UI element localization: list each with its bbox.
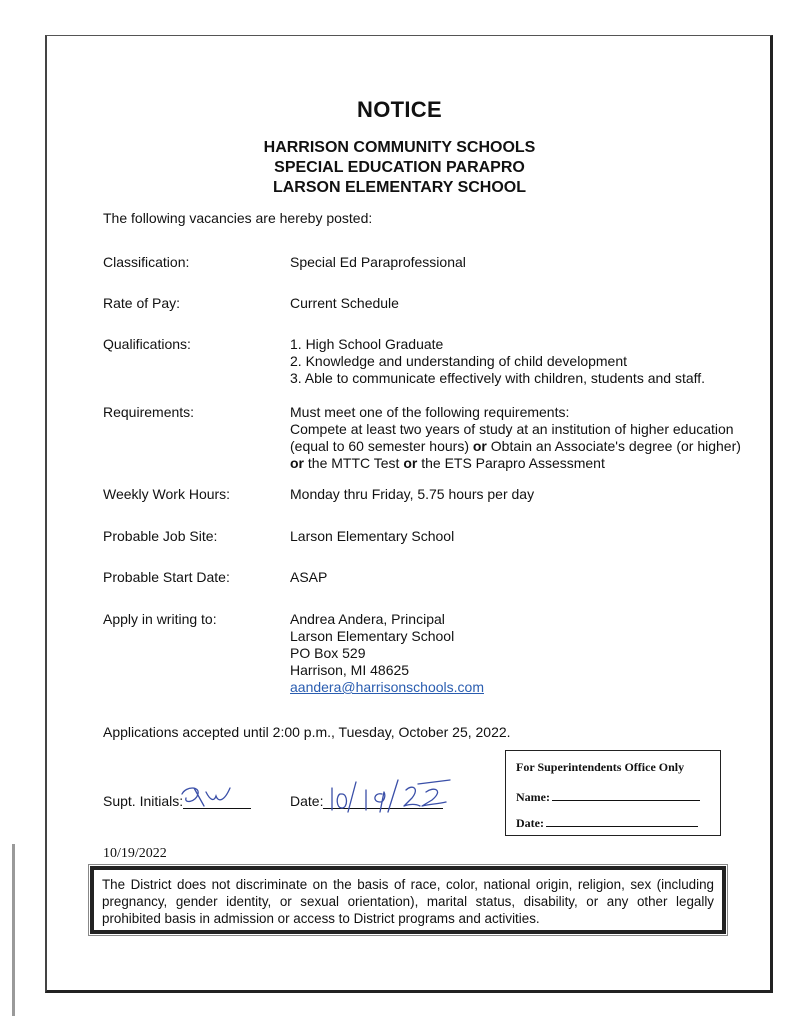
start-value: ASAP [290, 569, 328, 585]
office-box-heading: For Superintendents Office Only [516, 760, 685, 774]
position-title: SPECIAL EDUCATION PARAPRO [274, 159, 525, 176]
site-value: Larson Elementary School [290, 528, 455, 544]
posted-date: 10/19/2022 [103, 846, 167, 861]
qualifications-label: Qualifications: [103, 336, 191, 352]
school-name: LARSON ELEMENTARY SCHOOL [272, 179, 527, 196]
requirement-line: (equal to 60 semester hours) or Obtain an Associate's degree (or higher) [290, 438, 741, 454]
hours-label: Weekly Work Hours: [103, 486, 231, 502]
initials-label: Supt. Initials: [103, 793, 184, 809]
office-name-field: Name: [516, 789, 700, 805]
scan-edge [12, 844, 15, 1016]
address-line: Andrea Andera, Principal [290, 611, 445, 627]
requirement-line: Compete at least two years of study at an institution of higher education [290, 421, 734, 437]
hours-value: Monday thru Friday, 5.75 hours per day [290, 486, 535, 502]
qualification-item: 2. Knowledge and understanding of child development [290, 353, 628, 369]
rate-label: Rate of Pay: [103, 295, 181, 311]
qualification-item: 3. Able to communicate effectively with children, students and staff. [290, 370, 706, 386]
address-line: Larson Elementary School [290, 628, 455, 644]
requirement-line: or the MTTC Test or the ETS Parapro Assessment [290, 455, 605, 471]
qualification-item: 1. High School Graduate [290, 336, 444, 352]
classification-value: Special Ed Paraprofessional [290, 254, 466, 270]
superintendent-office-box [505, 750, 721, 836]
start-label: Probable Start Date: [103, 569, 230, 585]
apply-label: Apply in writing to: [103, 611, 217, 627]
application-deadline: Applications accepted until 2:00 p.m., Tuesday, October 25, 2022. [103, 724, 511, 740]
email-link[interactable]: aandera@harrisonschools.com [290, 679, 484, 695]
office-date-field: Date: [516, 815, 698, 831]
intro-text: The following vacancies are hereby posted: [103, 210, 373, 226]
address-line: PO Box 529 [290, 645, 366, 661]
page-title: NOTICE [357, 97, 442, 122]
site-label: Probable Job Site: [103, 528, 218, 544]
district-name: HARRISON COMMUNITY SCHOOLS [263, 139, 536, 156]
initials-signature [176, 780, 246, 812]
nondiscrimination-notice: The District does not discriminate on the basis of race, color, national origin, religion, sex (including pregnancy, gender identity, or sexual orientation), marital status, disability, or any other legally prohibited basis in admission or access to District programs and activities. [90, 866, 726, 934]
requirement-line: Must meet one of the following requirements: [290, 404, 570, 420]
date-label: Date: [290, 793, 324, 809]
address-line: Harrison, MI 48625 [290, 662, 410, 678]
requirements-label: Requirements: [103, 404, 195, 420]
classification-label: Classification: [103, 254, 190, 270]
rate-value: Current Schedule [290, 295, 399, 311]
handwritten-date [322, 776, 452, 816]
